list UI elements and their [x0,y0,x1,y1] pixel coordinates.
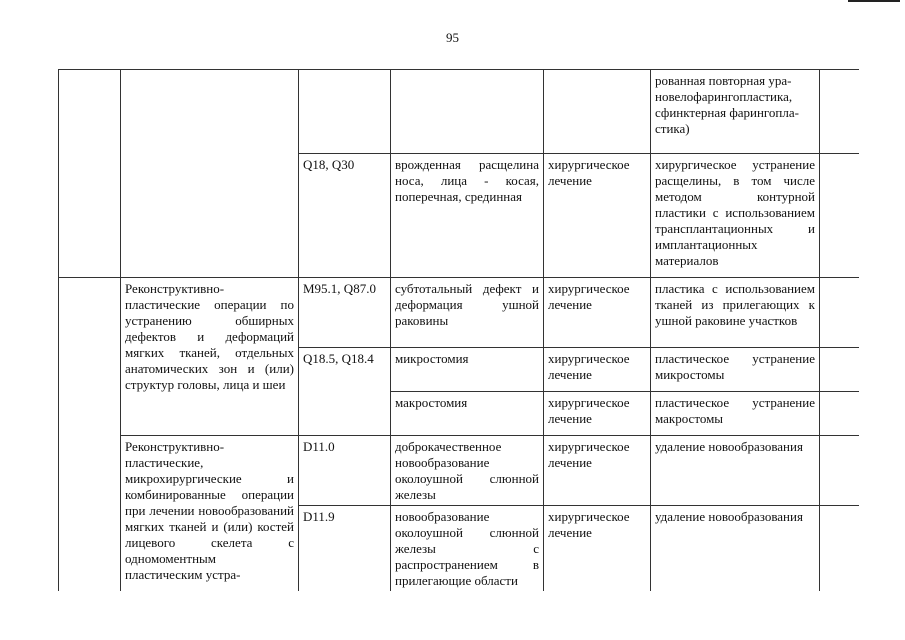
cell-treatment-type: хирургическое лечение [544,392,651,436]
cell-extra [820,154,859,278]
cell-number [59,70,121,278]
cell-treatment-type: хирургическое лечение [544,506,651,592]
table-row [59,436,859,506]
cell-group [121,70,299,278]
cell-code: D11.9 [299,506,391,592]
cell-model: врожденная расщелина носа, лица - косая, поперечная, срединная [391,154,544,278]
cell-code: Q18, Q30 [299,154,391,278]
cell-code [299,70,391,154]
cell-group: Реконструктивно-пластические операции по устранению обширных дефектов и деформаций мягких тканей, отдельных анатомических зон и (или) структур головы, лица и шеи [121,278,299,436]
page-number: 95 [446,30,459,45]
cell-model: доброкачественное новообразование околоушной слюнной железы [391,436,544,506]
cell-number [59,278,121,592]
cell-treatment-type: хирургическое лечение [544,348,651,392]
cell-treatment-type: хирургическое лечение [544,278,651,348]
cell-code: Q18.5, Q18.4 [299,348,391,436]
top-rule [848,0,900,2]
cell-model: субтотальный дефект и деформация ушной раковины [391,278,544,348]
cell-treatment-method: пластическое устранение микростомы [651,348,820,392]
cell-model [391,70,544,154]
cell-code: D11.0 [299,436,391,506]
cell-extra [820,506,859,592]
cell-model: микростомия [391,348,544,392]
cell-treatment-type: хирургическое лечение [544,436,651,506]
cell-treatment-method: удаление новообразования [651,436,820,506]
cell-extra [820,70,859,154]
cell-treatment-type: хирургическое лечение [544,154,651,278]
cell-extra [820,436,859,506]
cell-treatment-method: пластика с использованием тканей из прилегающих к ушной раковине участков [651,278,820,348]
cell-treatment-method: удаление новообразования [651,506,820,592]
cell-treatment-type [544,70,651,154]
cell-treatment-method: рованная повторная ура- новелофарингопластика, сфинктерная фарингопла- стика) [651,70,820,154]
cell-treatment-method: пластическое устранение макростомы [651,392,820,436]
cell-model: новообразование околоушной слюнной железы с распространением в прилегающие области [391,506,544,592]
cell-group: Реконструктивно-пластические, микрохирургические и комбинированные операции при лечении новообразований мягких тканей и (или) костей лицевого скелета с одномоментным пластическим устра- [121,436,299,592]
medical-care-table [58,69,859,591]
table-row [59,70,859,154]
cell-extra [820,392,859,436]
table-row [59,278,859,348]
cell-model: макростомия [391,392,544,436]
cell-extra [820,348,859,392]
cell-treatment-method: хирургическое устранение расщелины, в том числе методом контурной пластики с использованием трансплантационных и имплантационных материалов [651,154,820,278]
cell-extra [820,278,859,348]
cell-code: M95.1, Q87.0 [299,278,391,348]
